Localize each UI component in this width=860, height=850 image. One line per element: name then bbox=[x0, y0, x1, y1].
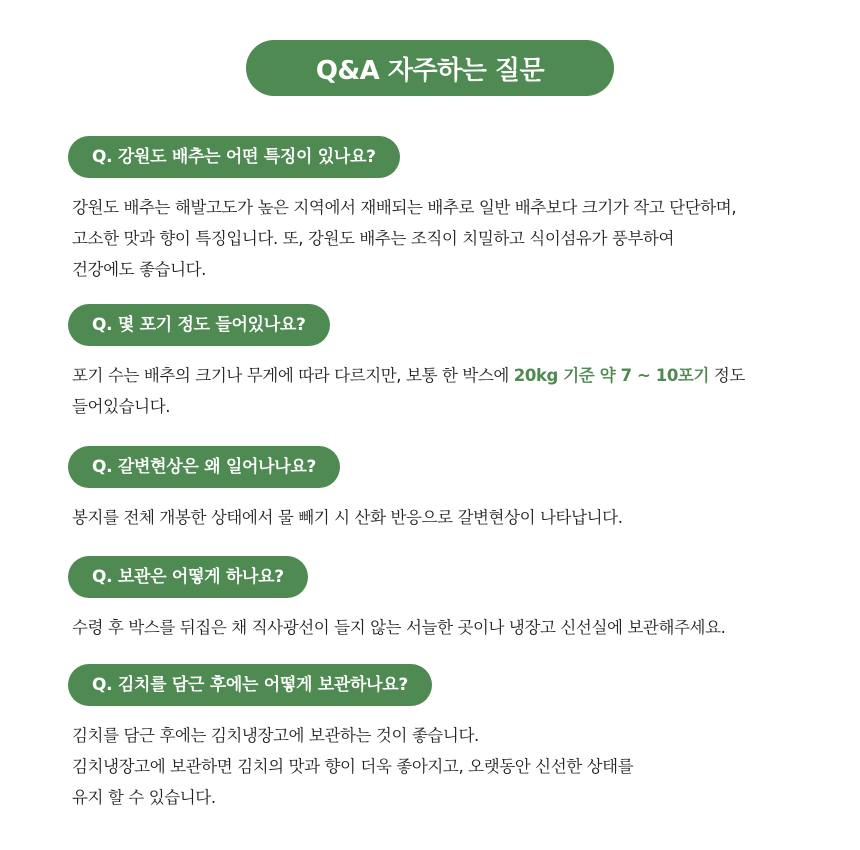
answer-text bbox=[68, 192, 808, 285]
answer-line: 건강에도 좋습니다. bbox=[72, 260, 207, 279]
answer-line: 김치를 담근 후에는 김치냉장고에 보관하는 것이 좋습니다. bbox=[72, 726, 479, 745]
answer-line bbox=[72, 360, 808, 391]
answer-text bbox=[68, 360, 808, 422]
question-label: Q. 몇 포기 정도 들어있나요? bbox=[68, 304, 330, 346]
question-label: Q. 강원도 배추는 어떤 특징이 있나요? bbox=[68, 136, 400, 178]
answer-line: 수령 후 박스를 뒤집은 채 직사광선이 들지 않는 서늘한 곳이나 냉장고 신선실에 보관해주세요. bbox=[72, 618, 726, 637]
qa-item-4 bbox=[68, 556, 808, 643]
qa-item-1 bbox=[68, 136, 808, 285]
answer-text bbox=[68, 612, 808, 643]
qa-item-5 bbox=[68, 664, 808, 813]
question-label: Q. 김치를 담근 후에는 어떻게 보관하나요? bbox=[68, 664, 432, 706]
answer-line: 강원도 배추는 해발고도가 높은 지역에서 재배되는 배추로 일반 배추보다 크기가 작고 단단하며, bbox=[72, 198, 737, 217]
answer-line: 유지 할 수 있습니다. bbox=[72, 788, 216, 807]
answer-line: 고소한 맛과 향이 특징입니다. 또, 강원도 배추는 조직이 치밀하고 식이섬유가 풍부하여 bbox=[72, 229, 675, 248]
answer-segment: 포기 수는 배추의 크기나 무게에 따라 다르지만, 보통 한 박스에 bbox=[72, 366, 514, 385]
qa-item-3 bbox=[68, 446, 808, 533]
answer-line: 봉지를 전체 개봉한 상태에서 물 빼기 시 산화 반응으로 갈변현상이 나타납니다. bbox=[72, 508, 623, 527]
answer-segment: 정도 bbox=[709, 366, 745, 385]
answer-line: 들어있습니다. bbox=[72, 397, 171, 416]
qa-item-2 bbox=[68, 304, 808, 422]
question-label: Q. 갈변현상은 왜 일어나나요? bbox=[68, 446, 340, 488]
answer-text bbox=[68, 502, 808, 533]
answer-text bbox=[68, 720, 808, 813]
question-label: Q. 보관은 어떻게 하나요? bbox=[68, 556, 308, 598]
page-title: Q&A 자주하는 질문 bbox=[246, 40, 614, 96]
answer-line: 김치냉장고에 보관하면 김치의 맛과 향이 더욱 좋아지고, 오랫동안 신선한 상태를 bbox=[72, 757, 634, 776]
answer-highlight: 20kg 기준 약 7 ~ 10포기 bbox=[513, 366, 710, 385]
